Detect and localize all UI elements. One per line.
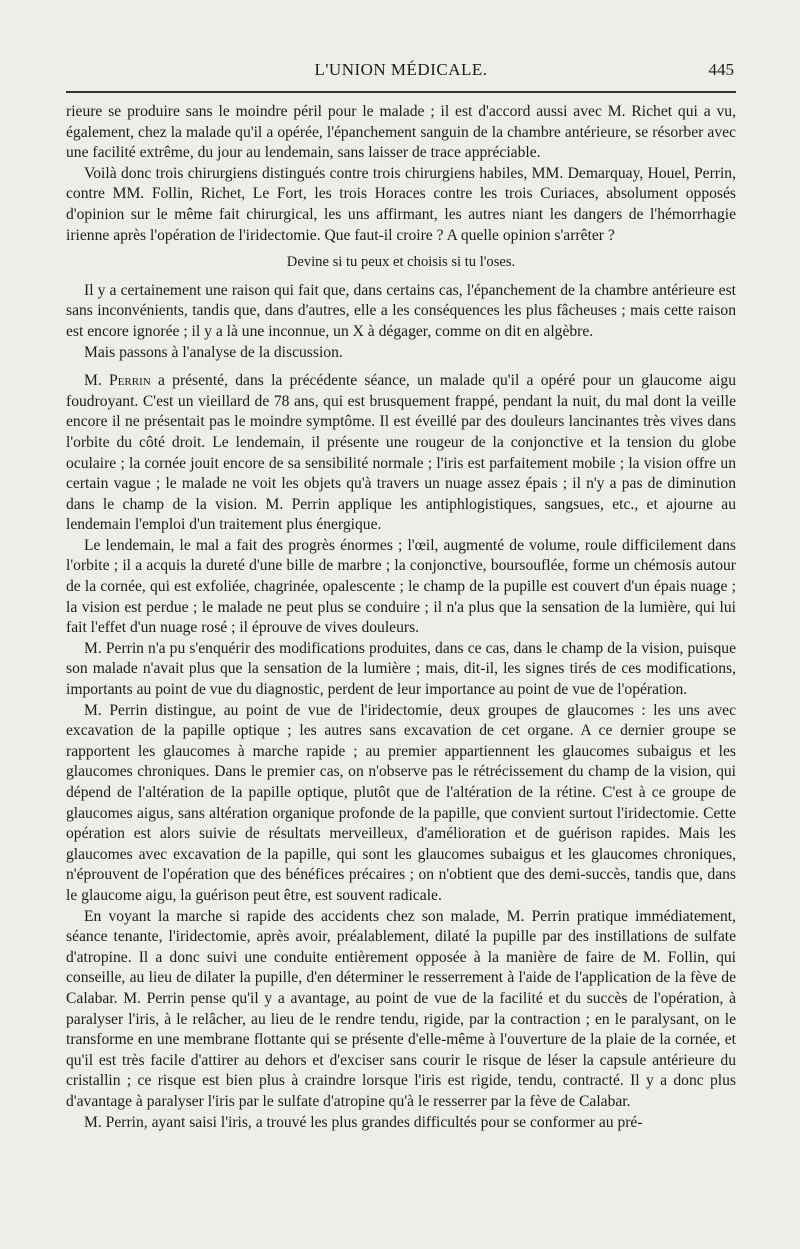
speaker-name: M. Perrin	[84, 372, 151, 390]
paragraph: M. Perrin, ayant saisi l'iris, a trouvé les plus grandes difficultés pour se conformer au pré-	[84, 1113, 643, 1131]
epigraph-quote: Devine si tu peux et choisis si tu l'oses.	[286, 254, 516, 271]
article-body	[66, 102, 736, 1133]
paragraph: M. Perrin n'a pu s'enquérir des modifications produites, dans ce cas, dans le champ de la vision, puisque son malade n'avait plus que la sensation de la lumière ; mais, dit-il, les signes tirés de ces modifications, importants au point de vue du diagnostic, perdent de leur importance au point de vue de l'opération.	[66, 639, 736, 699]
paragraph-text: a présenté, dans la précédente séance, un malade qu'il a opéré pour un glaucome aigu foudroyant. C'est un vieillard de 78 ans, qui est brusquement frappé, pendant la nuit, du mal dont la veille encore il ne présentait pas le moindre symptôme. Il est éveillé par des douleurs lancinantes très vives dans l'orbite du côté droit. Le lendemain, il présente une rougeur de la conjonctive et la tension du globe oculaire ; la cornée jouit encore de sa sensibilité normale ; l'iris est parfaitement mobile ; la vision offre un certain vague ; le malade ne voit les objets qu'à travers un nuage assez épais ; il n'y a pas de diminution dans le champ de la vision. M. Perrin applique les antiphlogistiques, sangsues, etc., et ajourne au lendemain l'emploi d'un traitement plus énergique.	[66, 372, 736, 534]
paragraph-perrin-case	[66, 371, 736, 536]
paragraph-continuation: rieure se produire sans le moindre péril pour le malade ; il est d'accord aussi avec M. Richet qui a vu, également, chez la malade qu'il a opérée, l'épanchement sanguin de la chambre antérieure, se résorber avec une facilité extrême, du jour au lendemain, sans laisser de trace appréciable.	[66, 103, 736, 162]
paragraph: Mais passons à l'analyse de la discussion.	[84, 343, 343, 361]
journal-title: L'UNION MÉDICALE.	[314, 60, 488, 79]
paragraph: Le lendemain, le mal a fait des progrès énormes ; l'œil, augmenté de volume, roule difficilement dans l'orbite ; il a acquis la dureté d'une bille de marbre ; la conjonctive, boursouflée, forme un chémosis autour de la cornée, qui est exfoliée, chagrinée, opalescente ; le champ de la pupille est couvert d'un épais nuage ; la vision est perdue ; le malade ne peut plus se conduire ; il n'a plus que la sensation de la lumière, qui lui fait l'effet d'un nuage rosé ; il éprouve de vives douleurs.	[66, 536, 736, 637]
paragraph: M. Perrin distingue, au point de vue de l'iridectomie, deux groupes de glaucomes : les uns avec excavation de la papille optique ; les autres sans excavation de cet organe. A ce dernier groupe se rapportent les glaucomes à marche rapide ; au premier appartiennent les glaucomes subaigus et les glaucomes chroniques. Dans le premier cas, on n'observe pas le rétrécissement du champ de la vision, qui dépend de l'altération de la papille optique, plutôt que de l'altération de la rétine. C'est à ce groupe de glaucomes aigus, sans altération organique profonde de la papille, que convient surtout l'iridectomie. Cette opération est alors suivie de résultats merveilleux, d'amélioration et de guérison rapides. Mais les glaucomes avec excavation de la papille, qui sont les glaucomes subaigus et les glaucomes chroniques, n'éprouvent de l'opération que des bénéfices précaires ; on n'obtient que des demi-succès, tandis que, dans le glaucome aigu, la guérison peut être, est souvent radicale.	[66, 701, 736, 904]
running-header	[66, 56, 736, 90]
page-number: 445	[708, 60, 734, 79]
paragraph: Voilà donc trois chirurgiens distingués contre trois chirurgiens habiles, MM. Demarquay, Houel, Perrin, contre MM. Follin, Richet, Le Fort, les trois Horaces contre les trois Curiaces, absolument opposés d'opinion sur le même fait chirurgical, les uns affirmant, les autres niant les dangers de l'hémorrhagie irienne après l'opération de l'iridectomie. Que faut-il croire ? A quelle opinion s'arrêter ?	[66, 164, 736, 244]
header-rule	[66, 91, 736, 93]
paragraph: En voyant la marche si rapide des accidents chez son malade, M. Perrin pratique immédiatement, séance tenante, l'iridectomie, après avoir, préalablement, dilaté la pupille par des instillations de sulfate d'atropine. Il a donc suivi une conduite entièrement opposée à la manière de faire de M. Follin, qui conseille, au lieu de dilater la pupille, d'en déterminer le resserrement à l'aide de l'application de la fève de Calabar. M. Perrin pense qu'il y a avantage, au point de vue de la facilité et du succès de l'opération, à paralyser l'iris, à le relâcher, au lieu de le rendre tendu, rigide, par la contraction ; en le paralysant, on le transforme en une membrane flottante qui se présente d'elle-même à l'ouverture de la plaie de la cornée, et qu'il est très facile d'attirer au dehors et d'exciser sans courir le risque de léser la capsule antérieure du cristallin ; ce risque est bien plus à craindre lorsque l'iris est rigide, tendu, contracté. Il y a donc plus d'avantage à paralyser l'iris par le sulfate d'atropine qu'à le resserrer par la fève de Calabar.	[66, 907, 736, 1110]
paragraph: Il y a certainement une raison qui fait que, dans certains cas, l'épanchement de la chambre antérieure est sans inconvénients, tandis que, dans d'autres, elle a les conséquences les plus fâcheuses ; mais cette raison est encore ignorée ; il y a là une inconnue, un X à dégager, comme on dit en algèbre.	[66, 281, 736, 340]
